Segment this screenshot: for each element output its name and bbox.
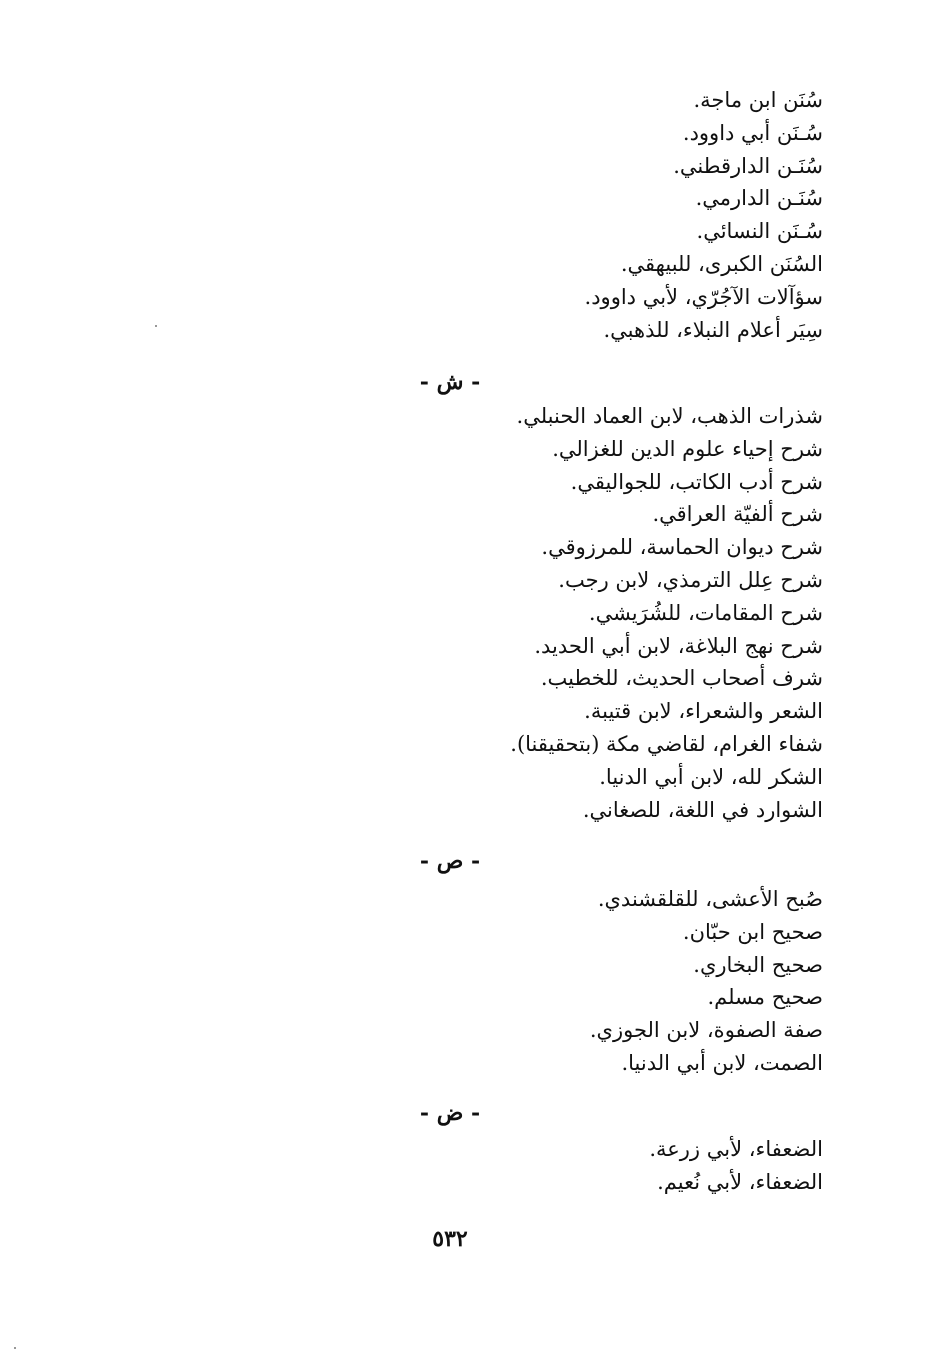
- bibliography-entry: سُـنَن النسائي.: [696, 219, 823, 244]
- bibliography-entry: السُنَن الكبرى، للبيهقي.: [620, 251, 823, 276]
- section-heading-daad: - ض -: [419, 1100, 481, 1126]
- bibliography-entry: الضعفاء، لأبي نُعيم.: [657, 1169, 823, 1194]
- bibliography-entry: صفة الصفوة، لابن الجوزي.: [589, 1018, 823, 1043]
- bibliography-entry: سِيَر أعلام النبلاء، للذهبي.: [603, 317, 823, 342]
- bibliography-entry: صحيح ابن حبّان.: [682, 919, 823, 944]
- bibliography-entry: صحيح البخاري.: [693, 952, 823, 977]
- bibliography-entry: شرح ألفيّة العراقي.: [652, 502, 823, 527]
- bibliography-entry: شذرات الذهب، لابن العماد الحنبلي.: [516, 404, 823, 428]
- bibliography-entry: سؤآلات الآجُرّي، لأبي داوود.: [584, 284, 823, 309]
- bibliography-entry: شرح ديوان الحماسة، للمرزوقي.: [541, 535, 823, 560]
- bibliography-entry: الصمت، لابن أبي الدنيا.: [621, 1050, 823, 1075]
- bibliography-entry: صُبح الأعشى، للقلقشندي.: [597, 887, 823, 911]
- bibliography-entry: شرح عِلل الترمذي، لابن رجب.: [558, 567, 823, 592]
- bibliography-entry: سُنَـن الدارقطني.: [673, 153, 823, 178]
- section-daad-entries: [649, 1133, 823, 1199]
- bibliography-entry: شفاء الغرام، لقاضي مكة (بتحقيقنا).: [510, 731, 823, 756]
- bibliography-entry: شرح المقامات، للشُرَيشي.: [588, 600, 823, 625]
- bibliography-entry: الضعفاء، لأبي زرعة.: [649, 1137, 823, 1161]
- bibliography-entry: شرف أصحاب الحديث، للخطيب.: [540, 666, 823, 691]
- bibliography-entry: الشعر والشعراء، لابن قتيبة.: [584, 699, 823, 724]
- bibliography-entry: سُنَن ابن ماجة.: [693, 88, 823, 112]
- bibliography-entry: شرح أدب الكاتب، للجواليقي.: [570, 469, 823, 494]
- bibliography-entry: شرح نهج البلاغة، لابن أبي الحديد.: [534, 633, 823, 658]
- bibliography-entry: سُنَـن الدارمي.: [695, 186, 823, 211]
- scan-speck: [14, 1347, 16, 1349]
- section-seen-entries: [585, 84, 823, 346]
- section-heading-saad: - ص -: [419, 848, 481, 874]
- scan-speck: [155, 325, 157, 327]
- section-heading-sheen: - ش -: [419, 369, 481, 395]
- section-sheen-entries: [510, 400, 823, 826]
- bibliography-entry: الشكر لله، لابن أبي الدنيا.: [599, 764, 823, 789]
- page-number: ٥٣٢: [432, 1226, 468, 1252]
- bibliography-entry: شرح إحياء علوم الدين للغزالي.: [552, 436, 823, 461]
- section-saad-entries: [590, 883, 823, 1080]
- bibliography-entry: سُـنَن أبي داوود.: [682, 120, 823, 145]
- bibliography-entry: الشوارد في اللغة، للصغاني.: [582, 797, 823, 822]
- bibliography-entry: صحيح مسلم.: [707, 985, 823, 1010]
